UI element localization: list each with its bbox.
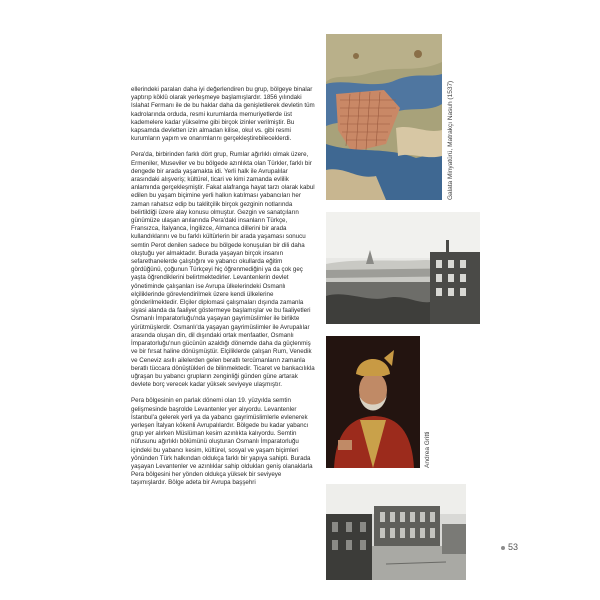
paragraph: ellerindeki paraları daha iyi değerlendiren bu grup, bölgeye binalar yaptırıp köklü olarak yerleşmeye başlamışlardır. 1856 yılındaki Islahat Fermanı ile de bu haklar daha da genişletilerek devletin tüm kadrolarında orduda, resmi kurumlarda memuriyetlerde üst kademelere kadar yükselme gibi birçok izinler verilmiştir. Bu kapsamda devletten izin almadan kilise, okul vs. gibi resmi kurumların yapım ve onarımlarını gerçekleştirebileceklerdi.: [131, 86, 315, 143]
figure-caption: Andrea Gritti: [424, 431, 431, 468]
paragraph: Pera bölgesinin en parlak dönemi olan 19. yüzyılda semtin gelişmesinde başrolde Levantenler yer alıyordu. Levantenler İstanbul'a gelerek yerli ya da yabancı gayrimüslimlerle evlenerek yerleşen İtalyan kökenli Avrupalılardır. Bölgede bu kadar yabancı grup yer alırken Müslüman kesim azınlıkta kalıyordu. Semtin nüfusunu ağırlıklı bölümünü oluşturan Osmanlı İmparatorluğu içindeki bu yabancı kesim, kültürel, sosyal ve yaşam biçimleri yönünden Türk halkından oldukça farklı bir yapıya sahipti. Burada yaşayan Levantenler ve azınlıklar sahip oldukları geniş olanaklarla Pera bölgesini her yönden oldukça yüksek bir seviyeye taşımışlardır. Bölge adeta bir Avrupa başşehri: [131, 397, 313, 487]
panorama-etching-image: [326, 212, 480, 324]
paragraph: Pera'da, birbirinden farklı dört grup, Rumlar ağırlıklı olmak üzere, Ermeniler, Museviler ve bu bölgede azınlıkta olan Türkler, farklı bir dengede bir arada yaşamakta idi. Yerli halk ile Avrupalılar arasındaki alışveriş; kültürel, ticari ve kimi zamanda evlilik anlamında gerçekleşmiştir. Fakat alafranga hayat tarzı olarak kabul edilen bu yaşam biçimine yerli halkın katılması yabancıları her zaman rahatsız edip bu taklitçilik birçok gezginin notlarında belirtildiği üzere alay konusu olmuştur. Gezgin ve sanatçıların günümüze ulaşan anılarında Pera'daki insanların Türkçe, Fransızca, İtalyanca, İngilizce, Almanca dillerini bir arada kullandıklarını ve bu farklı kültürlerin bir arada yaşaması sonucu semtin Perot denilen sadece bu bölgede konuşulan bir dili daha oluştuğu yer almaktadır. Burada yaşayan birçok insanın sefarethanelerde çalıştığını ve yabancı okullarda eğitim gördüğünü, çoğunun Türkçeyi hiç öğrenmediğini ya da çok geç yaşta öğrendiklerini belirtmektedirler. Levantenlerin devlet yönetiminde çalışanları ise Avrupa ülkelerindeki Osmanlı elçiliklerinde görevlendirilmek üzere kendi ülkelerine gönderilmektedir. Elçiler diplomasi çalışmaları dışında zamanla siyasi alanda da faaliyet göstermeye başlamışlar ve bu faaliyetleri Osmanlı İmparatorluğu'nda yaşayan gayrimüslimler ile birlikte yürütmüşlerdir. Osmanlı'da yaşayan gayrimüslimler ile Avrupalılar arasında oluşan din, dil dışındaki ortak menfaatler, Osmanlı İmparatorluğu'nun gücünün azaldığı dönemde daha da güçlenmiş ve bir fırsat haline dönüşmüştür. Elçiliklerde çalışan Rum, Venedik ve Ceneviz asıllı ailelerden gelen beratlı tercümanların zamanla beratlı tüccara dönüştükleri de bilinmektedir. Ticaret ve bankacılıkla uğraşan bu yabancı grupların zenginliği günden güne artarak devlete borç verecek kadar yüksek seviyeye ulaşmıştır.: [131, 151, 315, 389]
historic-photo-image: [326, 484, 466, 580]
figure-caption: Galata Minyatürü, Matrakçı Nasuh (1537): [447, 80, 454, 200]
bullet-icon: [501, 546, 505, 550]
portrait-painting-image: [326, 336, 420, 468]
body-text-column: [131, 86, 315, 496]
page-number: 53: [501, 542, 518, 552]
miniature-map-image: [326, 34, 442, 200]
